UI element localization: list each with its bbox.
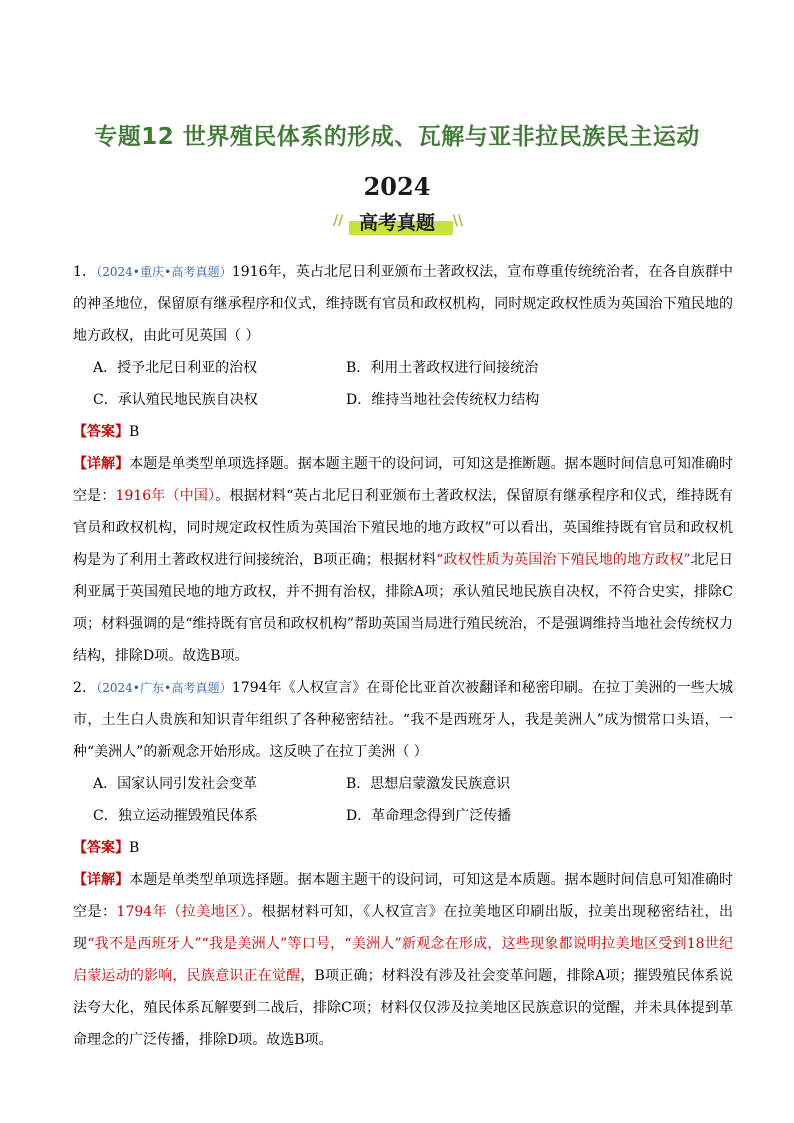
question-source: （2024•广东•高考真题） xyxy=(96,681,232,695)
option-c: C．独立运动摧毁殖民体系 xyxy=(93,808,258,824)
detail-highlight: “政权性质为英国治下殖民地的地方政权” xyxy=(436,552,691,568)
detail-label: 【详解】 xyxy=(73,872,130,888)
answer-value: B xyxy=(129,424,140,440)
option-d: D．维持当地社会传统权力结构 xyxy=(346,392,540,408)
option-d: D．革命理念得到广泛传播 xyxy=(346,808,512,824)
options xyxy=(73,768,733,832)
option-a: A．国家认同引发社会变革 xyxy=(93,776,258,792)
questions-content xyxy=(73,256,733,1056)
question-text: 1916年，英占北尼日利亚颁布土著政权法，宣布尊重传统统治者，在各自族群中的神圣地位，保留原有继承程序和仪式，维持既有官员和政权机构，同时规定政权性质为英国治下殖民地的地方政权，由此可见英国（ ） xyxy=(73,264,733,344)
question-stem xyxy=(73,672,733,768)
question-1 xyxy=(73,256,733,672)
question-source: （2024•重庆•高考真题） xyxy=(96,265,232,279)
detail-text: 本题是单类型单项选择题。据本题主题干的设问词，可知这是推断题。据本题时间信息可知准确时空是： xyxy=(73,456,734,504)
option-b: B．利用土著政权进行间接统治 xyxy=(346,360,539,376)
detail-highlight: 1916年（中国） xyxy=(115,488,216,504)
section-banner xyxy=(327,207,467,235)
banner-left-deco: // xyxy=(333,213,344,229)
detail-highlight: “我不是西班牙人”“我是美洲人”等口号，“美洲人”新观念在形成，这些现象都说明拉美地区受到18世纪启蒙运动的影响，民族意识正在觉醒 xyxy=(73,936,734,984)
option-a: A．授予北尼日利亚的治权 xyxy=(93,360,258,376)
question-number: 2． xyxy=(73,680,97,696)
answer-line xyxy=(73,416,733,448)
detail xyxy=(73,448,733,672)
detail-text: 。根据材料可知，《人权宣言》在拉美地区印刷出版，拉美出现秘密结社，出现 xyxy=(73,904,734,952)
answer-label: 【答案】 xyxy=(73,424,129,440)
banner-right-deco: \\ xyxy=(452,213,463,229)
detail-text: ，B项正确；材料没有涉及社会变革问题，排除A项；摧毁殖民体系说法夸大化，殖民体系瓦解要到二战后，排除C项；材料仅仅涉及拉美地区民族意识的觉醒，并未具体提到革命理念的广泛传播，排除D项。故选B项。 xyxy=(73,968,733,1048)
detail-label: 【详解】 xyxy=(73,456,130,472)
banner-label: 高考真题 xyxy=(358,212,435,234)
question-text: 1794年《人权宣言》在哥伦比亚首次被翻译和秘密印刷。在拉丁美洲的一些大城市，土生白人贵族和知识青年组织了各种秘密结社。“我不是西班牙人，我是美洲人”成为惯常口头语，一种“美洲人”的新观念开始形成。这反映了在拉丁美洲（ ） xyxy=(73,680,733,760)
answer-line xyxy=(73,832,733,864)
detail-highlight: 1794年（拉美地区） xyxy=(116,904,248,920)
question-stem xyxy=(73,256,733,352)
detail-text: 北尼日利亚属于英国殖民地的地方政权，并不拥有治权，排除A项；承认殖民地民族自决权，不符合史实，排除C项；材料强调的是“维持既有官员和政权机构”帮助英国当局进行殖民统治，不是强调维持当地社会传统权力结构，排除D项。故选B项。 xyxy=(73,552,733,664)
answer-value: B xyxy=(129,840,140,856)
question-2 xyxy=(73,672,733,1056)
answer-label: 【答案】 xyxy=(73,840,129,856)
option-b: B．思想启蒙激发民族意识 xyxy=(346,776,511,792)
detail-text: 本题是单类型单项选择题。据本题主题干的设问词，可知这是本质题。据本题时间信息可知准确时空是： xyxy=(73,872,734,920)
detail-text: 。根据材料“英占北尼日利亚颁布土著政权法，保留原有继承程序和仪式，维持既有官员和政权机构，同时规定政权性质为英国治下殖民地的地方政权”可以看出，英国维持既有官员和政权机构是为了利用土著政权进行间接统治，B项正确；根据材料 xyxy=(73,488,733,568)
year-heading: 2024 xyxy=(363,172,431,201)
option-c: C．承认殖民地民族自决权 xyxy=(93,392,258,408)
page-title: 专题12 世界殖民体系的形成、瓦解与亚非拉民族民主运动 xyxy=(94,124,700,150)
detail xyxy=(73,864,733,1056)
options xyxy=(73,352,733,416)
question-number: 1． xyxy=(73,264,97,280)
